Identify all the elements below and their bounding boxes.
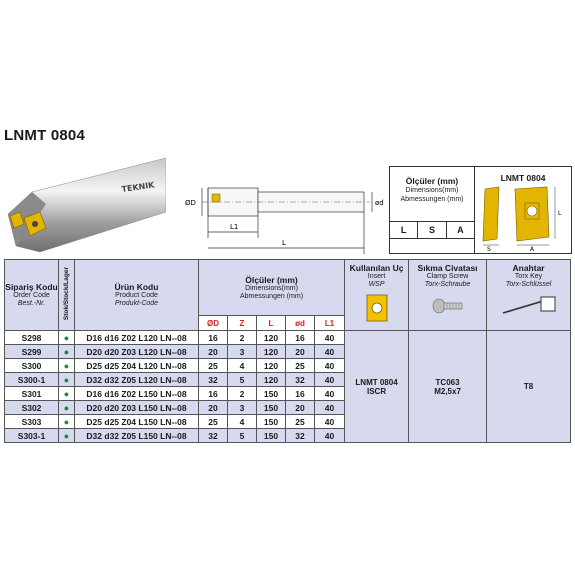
insert-icon [475,167,571,253]
tool-photo [2,154,166,255]
cell-l1: 40 [315,401,345,415]
header-torx-key: Anahtar Torx Key Torx-Schlüssel [487,260,571,331]
cell-l: 150 [257,429,286,443]
cell-product: D20 d20 Z03 L120 LN--08 [75,345,199,359]
cell-stock: ● [59,373,75,387]
cell-l1: 40 [315,359,345,373]
cell-code: S302 [5,401,59,415]
cell-z: 2 [228,331,257,345]
cell-od: 16 [199,387,228,401]
insert-label-l: L [558,210,562,217]
cell-code: S300-1 [5,373,59,387]
cell-z: 3 [228,345,257,359]
cell-ed: 16 [286,331,315,345]
cell-ed: 25 [286,415,315,429]
cell-od: 25 [199,415,228,429]
cell-stock: ● [59,359,75,373]
cell-l1: 40 [315,331,345,345]
cell-od: 20 [199,401,228,415]
cell-product: D20 d20 Z03 L150 LN--08 [75,401,199,415]
cell-code: S303 [5,415,59,429]
screw-value-line-1: TC063 [435,377,460,387]
col-od: ØD [199,316,228,331]
header-clamp-screw: Sıkma Civatası Clamp Screw Torx-Schraube [409,260,487,331]
cell-l: 150 [257,401,286,415]
cell-z: 3 [228,401,257,415]
torx-key-icon [499,293,559,319]
cell-l: 120 [257,359,286,373]
cell-code: S301 [5,387,59,401]
insert-drawing-box [474,166,572,254]
cell-product: D32 d32 Z05 L150 LN--08 [75,429,199,443]
cell-stock: ● [59,401,75,415]
insert-name: LNMT 0804 [500,173,546,183]
cell-product: D16 d16 Z02 L150 LN--08 [75,387,199,401]
dim-box-title: Ölçüler (mm) [405,176,459,186]
insert-value [345,331,409,443]
dim-col-a: A [457,225,464,235]
cell-l: 150 [257,415,286,429]
cell-ed: 32 [286,429,315,443]
cell-z: 4 [228,415,257,429]
cell-l: 120 [257,331,286,345]
cell-z: 5 [228,373,257,387]
dim-col-l: L [390,222,418,238]
cell-l1: 40 [315,345,345,359]
key-value-line-1: T8 [523,382,534,391]
insert-dimensions-box [389,166,475,254]
insert-value-line-2: ISCR [366,386,387,396]
cell-z: 4 [228,359,257,373]
cell-stock: ● [59,415,75,429]
cell-stock: ● [59,345,75,359]
insert-value-line-1: LNMT 0804 [355,377,398,387]
page-title: LNMT 0804 [4,127,85,144]
header-stock: Stok/Stock/Lager [59,260,75,331]
product-table [4,259,571,443]
label-l1: L1 [230,223,239,231]
cell-code: S300 [5,359,59,373]
screw-value-line-2: M2,5x7 [434,386,461,396]
dim-box-sub2: Abmessungen (mm) [400,196,464,203]
cell-ed: 16 [286,387,315,401]
cell-od: 16 [199,331,228,345]
label-ed: ød [375,199,384,207]
cell-od: 32 [199,373,228,387]
col-l1: L1 [315,316,345,331]
cell-ed: 25 [286,359,315,373]
cell-ed: 32 [286,373,315,387]
key-value [487,331,571,443]
screw-icon [431,293,465,319]
cell-l1: 40 [315,429,345,443]
cell-l: 120 [257,345,286,359]
cell-od: 25 [199,359,228,373]
insert-label-a: A [530,246,535,253]
cell-ed: 20 [286,401,315,415]
label-l: L [282,239,286,247]
cell-code: S303-1 [5,429,59,443]
cell-ed: 20 [286,345,315,359]
tool-drawing [178,168,388,260]
table-row [5,331,571,345]
cell-od: 20 [199,345,228,359]
cell-stock: ● [59,331,75,345]
cell-product: D25 d25 Z04 L120 LN--08 [75,359,199,373]
cell-l: 150 [257,387,286,401]
cell-z: 5 [228,429,257,443]
col-ed: ød [286,316,315,331]
cell-l: 120 [257,373,286,387]
cell-code: S299 [5,345,59,359]
cell-z: 2 [228,387,257,401]
screw-value [409,331,487,443]
header-insert: Kullanılan Uç Insert WSP [345,260,409,331]
header-product-code: Ürün Kodu Product Code Produkt-Code [75,260,199,331]
header-order-code: Sipariş Kodu Order Code Best.-Nr. [5,260,59,331]
insert-icon [363,293,391,323]
cell-product: D32 d32 Z05 L120 LN--08 [75,373,199,387]
dim-box-sub1: Dimensions(mm) [405,187,459,194]
cell-stock: ● [59,387,75,401]
insert-label-s: S [487,246,491,253]
cell-code: S298 [5,331,59,345]
cell-l1: 40 [315,415,345,429]
cell-od: 32 [199,429,228,443]
cell-product: D16 d16 Z02 L120 LN--08 [75,331,199,345]
brand-logo-text: TEKNIK [121,180,155,194]
col-z: Z [228,316,257,331]
header-dimensions: Ölçüler (mm) Dimensions(mm) Abmessungen (mm) [199,260,345,316]
label-od: ØD [185,199,196,207]
col-l: L [257,316,286,331]
dim-col-s: S [418,222,446,238]
cell-stock: ● [59,429,75,443]
cell-product: D25 d25 Z04 L150 LN--08 [75,415,199,429]
cell-l1: 40 [315,373,345,387]
cell-l1: 40 [315,387,345,401]
